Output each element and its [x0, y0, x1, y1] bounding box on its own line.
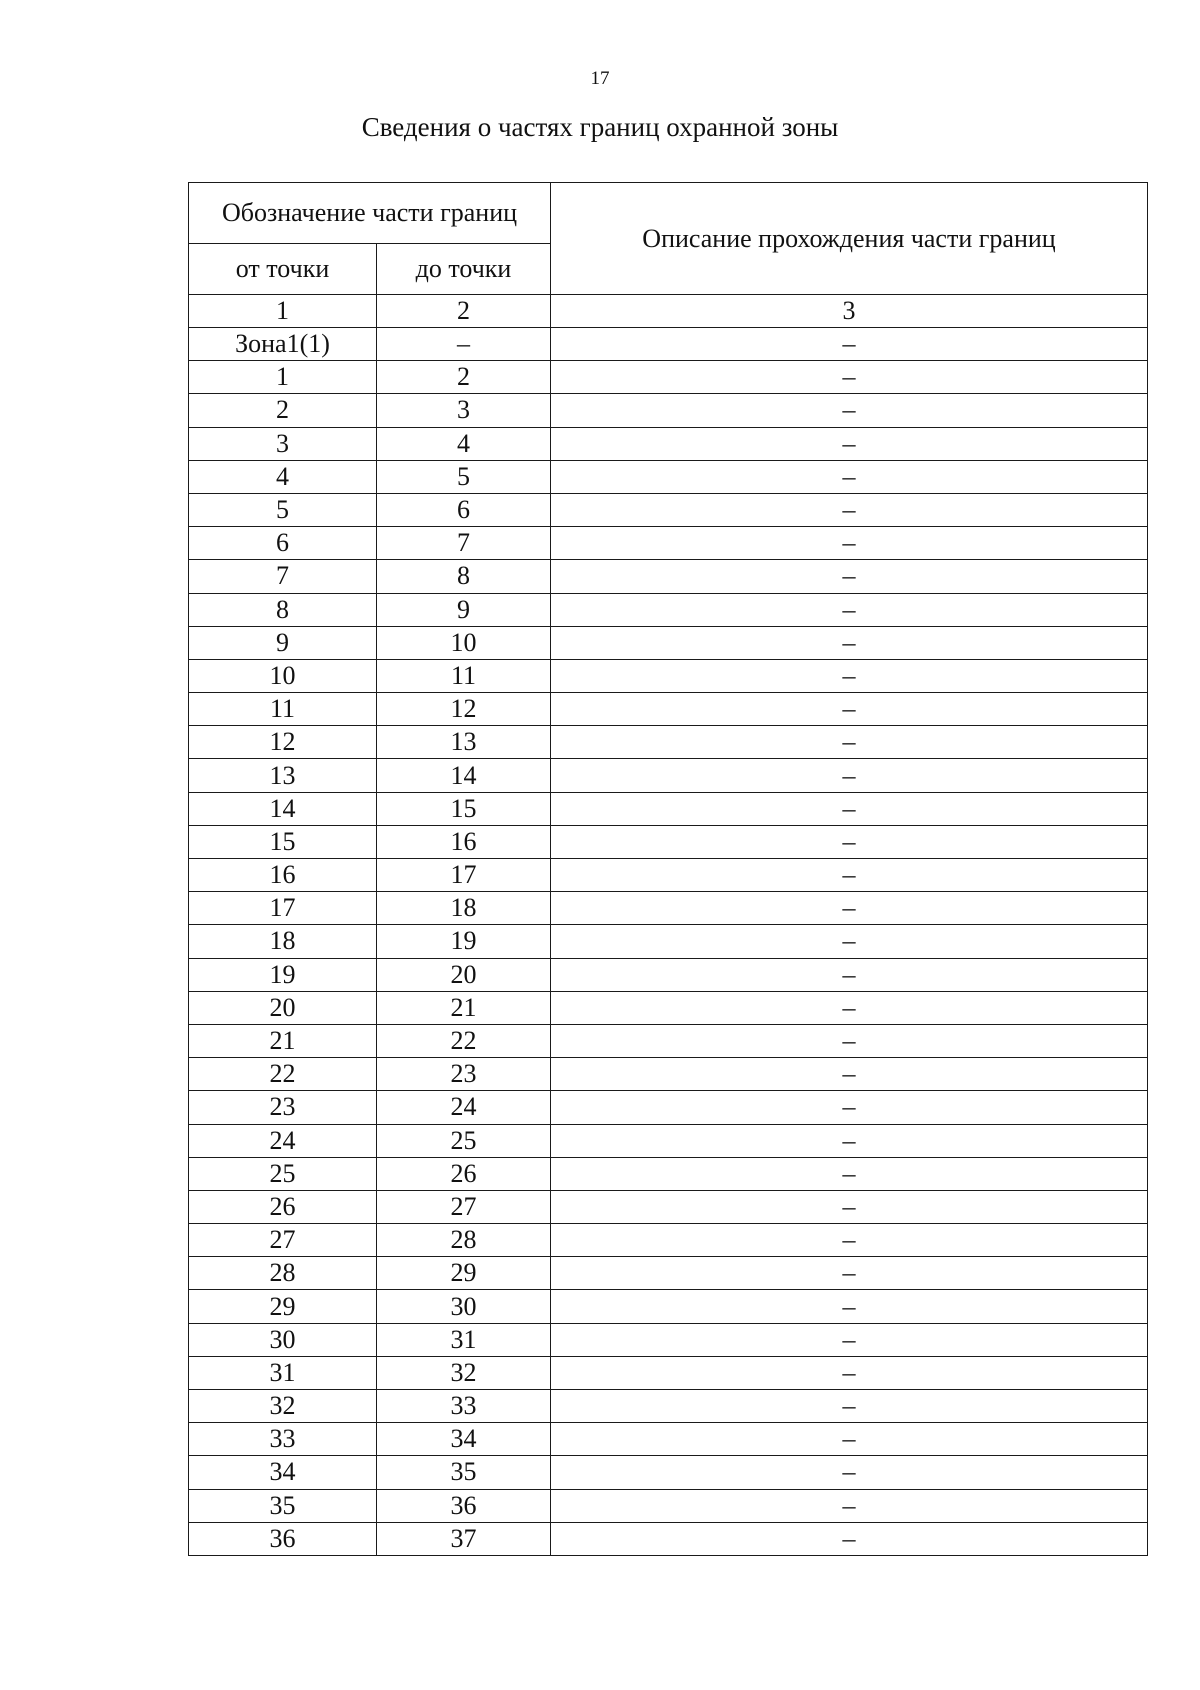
column-number: 1	[189, 295, 377, 328]
table-row	[189, 1091, 1148, 1124]
table-row	[189, 1390, 1148, 1423]
from-point-cell: 30	[189, 1323, 377, 1356]
page-number: 17	[590, 68, 610, 89]
from-point-cell: 28	[189, 1257, 377, 1290]
description-cell: –	[551, 1290, 1148, 1323]
table-row	[189, 925, 1148, 958]
table-row	[189, 892, 1148, 925]
to-point-cell: 11	[377, 659, 551, 692]
to-point-cell: 22	[377, 1024, 551, 1057]
to-point-cell: 12	[377, 693, 551, 726]
to-point-cell: 31	[377, 1323, 551, 1356]
table-row	[189, 1423, 1148, 1456]
to-point-cell: 2	[377, 361, 551, 394]
to-point-cell: 3	[377, 394, 551, 427]
description-cell: –	[551, 1423, 1148, 1456]
to-point-cell: 36	[377, 1489, 551, 1522]
from-point-cell: 3	[189, 427, 377, 460]
description-cell: –	[551, 361, 1148, 394]
table-row	[189, 527, 1148, 560]
to-point-cell: 21	[377, 991, 551, 1024]
from-point-cell: 16	[189, 859, 377, 892]
from-point-cell: 5	[189, 493, 377, 526]
to-point-cell: 9	[377, 593, 551, 626]
boundary-parts-table	[188, 182, 1148, 1556]
from-point-cell: 7	[189, 560, 377, 593]
table-row	[189, 593, 1148, 626]
to-point-cell: 20	[377, 958, 551, 991]
description-cell: –	[551, 1124, 1148, 1157]
table-row	[189, 626, 1148, 659]
description-cell: –	[551, 792, 1148, 825]
table-row	[189, 1290, 1148, 1323]
from-point-cell: 9	[189, 626, 377, 659]
to-point-cell: 29	[377, 1257, 551, 1290]
table-row	[189, 1124, 1148, 1157]
to-point-cell: 32	[377, 1356, 551, 1389]
description-cell: –	[551, 1356, 1148, 1389]
from-point-cell: 14	[189, 792, 377, 825]
to-point-cell: 26	[377, 1157, 551, 1190]
from-point-cell: 11	[189, 693, 377, 726]
table-row	[189, 1257, 1148, 1290]
from-point-cell: 32	[189, 1390, 377, 1423]
description-cell: –	[551, 759, 1148, 792]
description-cell: –	[551, 693, 1148, 726]
from-point-cell: 25	[189, 1157, 377, 1190]
table-row	[189, 659, 1148, 692]
description-cell: –	[551, 726, 1148, 759]
to-point-cell: 30	[377, 1290, 551, 1323]
description-cell: –	[551, 1224, 1148, 1257]
table-row	[189, 1058, 1148, 1091]
to-point-cell: 17	[377, 859, 551, 892]
from-point-cell: 2	[189, 394, 377, 427]
from-point-cell: 29	[189, 1290, 377, 1323]
from-point-cell: 21	[189, 1024, 377, 1057]
from-point-cell: 23	[189, 1091, 377, 1124]
description-cell: –	[551, 460, 1148, 493]
table-row	[189, 1456, 1148, 1489]
from-point-cell: 35	[189, 1489, 377, 1522]
description-cell: –	[551, 1390, 1148, 1423]
to-point-cell: 8	[377, 560, 551, 593]
from-point-cell: 13	[189, 759, 377, 792]
description-cell: –	[551, 859, 1148, 892]
table-row	[189, 958, 1148, 991]
to-point-cell: 25	[377, 1124, 551, 1157]
description-cell: –	[551, 1058, 1148, 1091]
from-point-header: от точки	[189, 244, 377, 295]
description-cell: –	[551, 1522, 1148, 1555]
description-cell: –	[551, 991, 1148, 1024]
to-point-cell: 14	[377, 759, 551, 792]
table-row	[189, 991, 1148, 1024]
description-cell: –	[551, 825, 1148, 858]
table-row	[189, 1323, 1148, 1356]
table-row	[189, 328, 1148, 361]
from-point-cell: 20	[189, 991, 377, 1024]
description-cell: –	[551, 1157, 1148, 1190]
to-point-cell: 16	[377, 825, 551, 858]
table-row	[189, 493, 1148, 526]
from-point-cell: Зона1(1)	[189, 328, 377, 361]
from-point-cell: 31	[189, 1356, 377, 1389]
to-point-cell: 15	[377, 792, 551, 825]
table-row	[189, 460, 1148, 493]
to-point-cell: 23	[377, 1058, 551, 1091]
column-number: 3	[551, 295, 1148, 328]
description-cell: –	[551, 1257, 1148, 1290]
description-header: Описание прохождения части границ	[551, 183, 1148, 295]
description-cell: –	[551, 527, 1148, 560]
description-cell: –	[551, 427, 1148, 460]
table-row	[189, 1489, 1148, 1522]
to-point-cell: 24	[377, 1091, 551, 1124]
to-point-cell: 37	[377, 1522, 551, 1555]
description-cell: –	[551, 1190, 1148, 1223]
from-point-cell: 33	[189, 1423, 377, 1456]
description-cell: –	[551, 925, 1148, 958]
table-row	[189, 427, 1148, 460]
description-cell: –	[551, 659, 1148, 692]
from-point-cell: 34	[189, 1456, 377, 1489]
description-cell: –	[551, 328, 1148, 361]
table-row	[189, 859, 1148, 892]
from-point-cell: 36	[189, 1522, 377, 1555]
from-point-cell: 12	[189, 726, 377, 759]
to-point-cell: 28	[377, 1224, 551, 1257]
to-point-cell: 27	[377, 1190, 551, 1223]
table-row	[189, 1190, 1148, 1223]
table-row	[189, 361, 1148, 394]
description-cell: –	[551, 958, 1148, 991]
to-point-cell: 13	[377, 726, 551, 759]
to-point-cell: 19	[377, 925, 551, 958]
to-point-cell: –	[377, 328, 551, 361]
from-point-cell: 27	[189, 1224, 377, 1257]
table-row	[189, 693, 1148, 726]
to-point-cell: 33	[377, 1390, 551, 1423]
page-title: Сведения о частях границ охранной зоны	[361, 112, 839, 142]
table-row	[189, 560, 1148, 593]
table-row	[189, 1024, 1148, 1057]
description-cell: –	[551, 593, 1148, 626]
from-point-cell: 18	[189, 925, 377, 958]
from-point-cell: 1	[189, 361, 377, 394]
description-cell: –	[551, 892, 1148, 925]
table-body	[189, 295, 1148, 1556]
table-row	[189, 1356, 1148, 1389]
to-point-cell: 35	[377, 1456, 551, 1489]
description-cell: –	[551, 1323, 1148, 1356]
to-point-cell: 5	[377, 460, 551, 493]
description-cell: –	[551, 394, 1148, 427]
description-cell: –	[551, 493, 1148, 526]
from-point-cell: 15	[189, 825, 377, 858]
from-point-cell: 26	[189, 1190, 377, 1223]
table-row	[189, 759, 1148, 792]
from-point-cell: 17	[189, 892, 377, 925]
column-number: 2	[377, 295, 551, 328]
description-cell: –	[551, 626, 1148, 659]
to-point-cell: 4	[377, 427, 551, 460]
description-cell: –	[551, 560, 1148, 593]
to-point-cell: 7	[377, 527, 551, 560]
table-row	[189, 1522, 1148, 1555]
description-cell: –	[551, 1024, 1148, 1057]
table-row	[189, 825, 1148, 858]
to-point-cell: 18	[377, 892, 551, 925]
from-point-cell: 8	[189, 593, 377, 626]
from-point-cell: 10	[189, 659, 377, 692]
column-number-row	[189, 295, 1148, 328]
from-point-cell: 22	[189, 1058, 377, 1091]
from-point-cell: 19	[189, 958, 377, 991]
designation-header: Обозначение части границ	[189, 183, 551, 244]
table-row	[189, 1224, 1148, 1257]
to-point-cell: 34	[377, 1423, 551, 1456]
table-row	[189, 394, 1148, 427]
to-point-cell: 10	[377, 626, 551, 659]
from-point-cell: 6	[189, 527, 377, 560]
table-row	[189, 1157, 1148, 1190]
description-cell: –	[551, 1489, 1148, 1522]
to-point-cell: 6	[377, 493, 551, 526]
table-row	[189, 726, 1148, 759]
to-point-header: до точки	[377, 244, 551, 295]
from-point-cell: 4	[189, 460, 377, 493]
table-row	[189, 792, 1148, 825]
from-point-cell: 24	[189, 1124, 377, 1157]
description-cell: –	[551, 1091, 1148, 1124]
description-cell: –	[551, 1456, 1148, 1489]
